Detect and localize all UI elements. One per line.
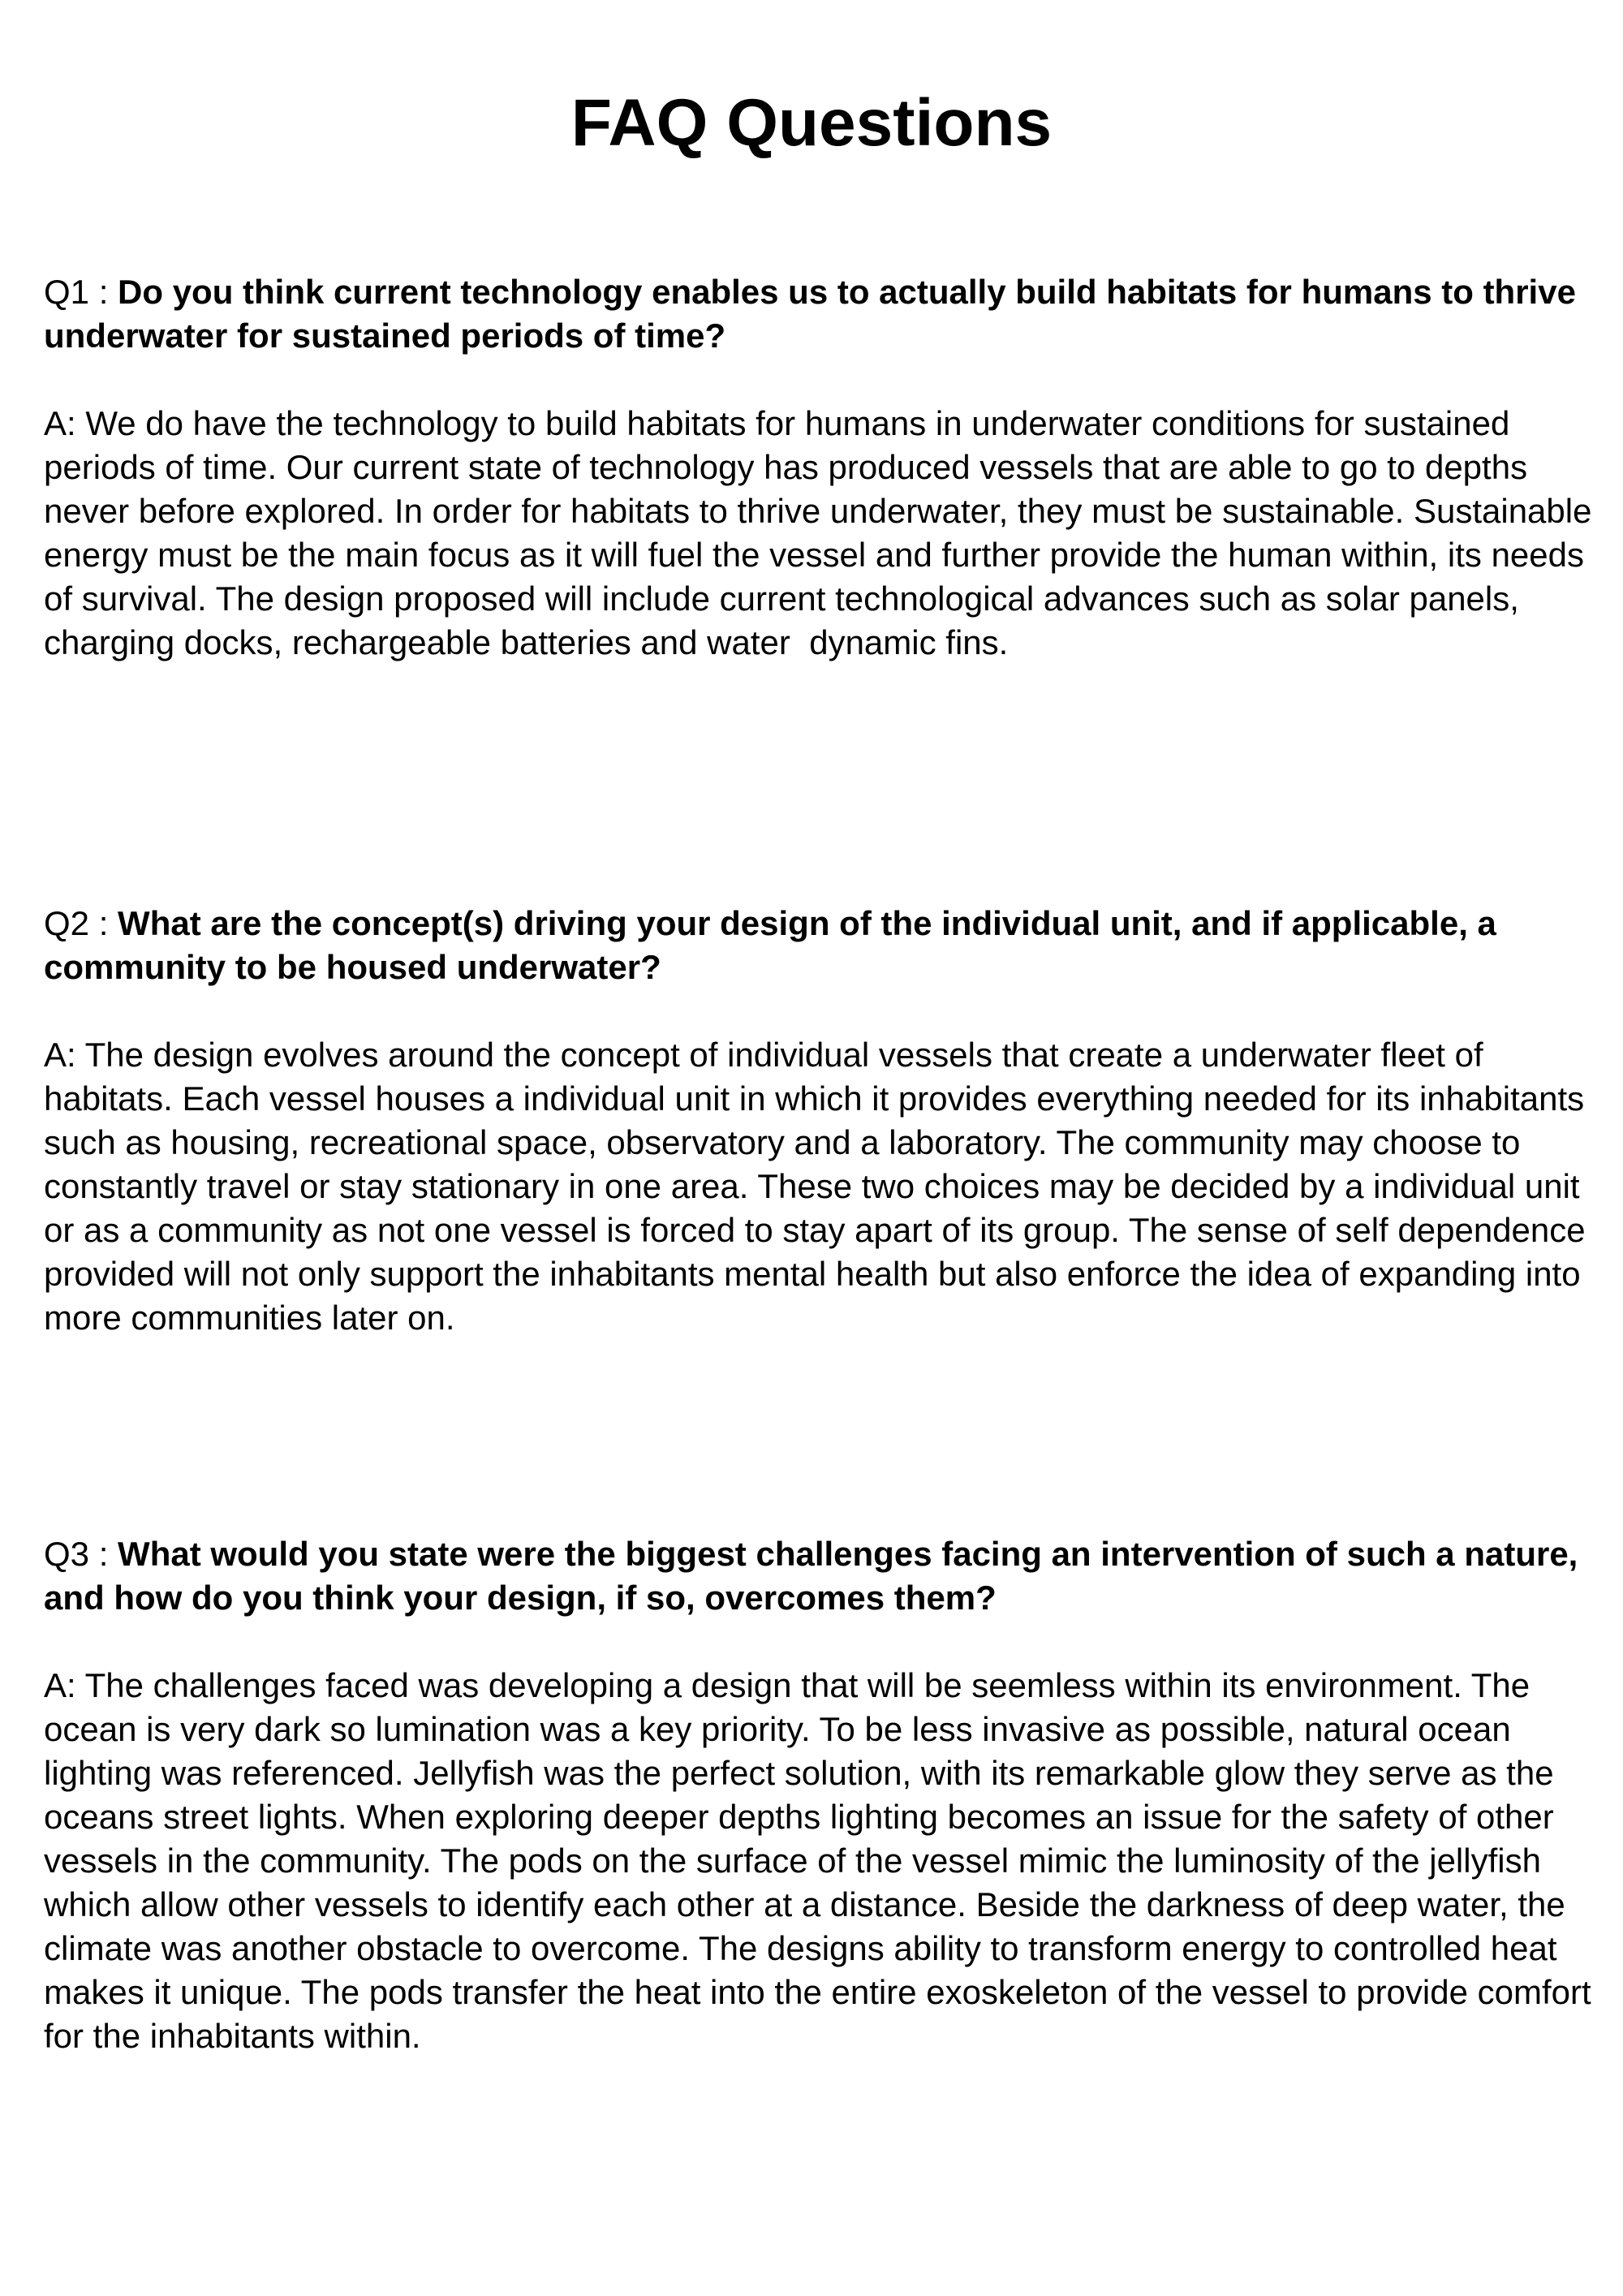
question-text: What would you state were the biggest challenges facing an intervention of such a nature, and how do you think your design, if so, overcomes them? bbox=[44, 1535, 1578, 1617]
faq-item-3 bbox=[44, 1532, 1602, 2058]
question-text: Do you think current technology enables us to actually build habitats for humans to thrive underwater for sustained periods of time? bbox=[44, 273, 1576, 355]
question-text: What are the concept(s) driving your design of the individual unit, and if applicable, a community to be housed underwater? bbox=[44, 904, 1496, 986]
faq-item-1 bbox=[44, 270, 1602, 665]
question-label: Q3 : bbox=[44, 1535, 118, 1573]
faq-question-3 bbox=[44, 1532, 1602, 1620]
page-title: FAQ Questions bbox=[570, 86, 1053, 160]
question-label: Q2 : bbox=[44, 904, 118, 942]
faq-question-2 bbox=[44, 902, 1602, 989]
faq-answer-1: A: We do have the technology to build habitats for humans in underwater conditions for sustained periods of time. Our current state of technology has produced vessels that are able to go to depths never before explored. In order for habitats to thrive underwater, they must be sustainable. Sustainable energy must be the main focus as it will fuel the vessel and further provide the human within, its needs of survival. The design proposed will include current technological advances such as solar panels, charging docks, rechargeable batteries and water dynamic fins. bbox=[44, 404, 1602, 661]
question-label: Q1 : bbox=[44, 273, 118, 311]
faq-item-2 bbox=[44, 902, 1602, 1340]
faq-answer-3: A: The challenges faced was developing a design that will be seemless within its environment. The ocean is very dark so lumination was a key priority. To be less invasive as possible, natural ocean lighting was referenced. Jellyfish was the perfect solution, with its remarkable glow they serve as the oceans street lights. When exploring deeper depths lighting becomes an issue for the safety of other vessels in the community. The pods on the surface of the vessel mimic the luminosity of the jellyfish which allow other vessels to identify each other at a distance. Beside the darkness of deep water, the climate was another obstacle to overcome. The designs ability to transform energy to controlled heat makes it unique. The pods transfer the heat into the entire exoskeleton of the vessel to provide comfort for the inhabitants within. bbox=[44, 1666, 1601, 2055]
faq-question-1 bbox=[44, 270, 1602, 358]
faq-answer-2: A: The design evolves around the concept of individual vessels that create a underwater fleet of habitats. Each vessel houses a individual unit in which it provides everything needed for its inhabitants such as housing, recreational space, observatory and a laboratory. The community may choose to constantly travel or stay stationary in one area. These two choices may be decided by a individual unit or as a community as not one vessel is forced to stay apart of its group. The sense of self dependence provided will not only support the inhabitants mental health but also enforce the idea of expanding into more communities later on. bbox=[44, 1036, 1595, 1337]
